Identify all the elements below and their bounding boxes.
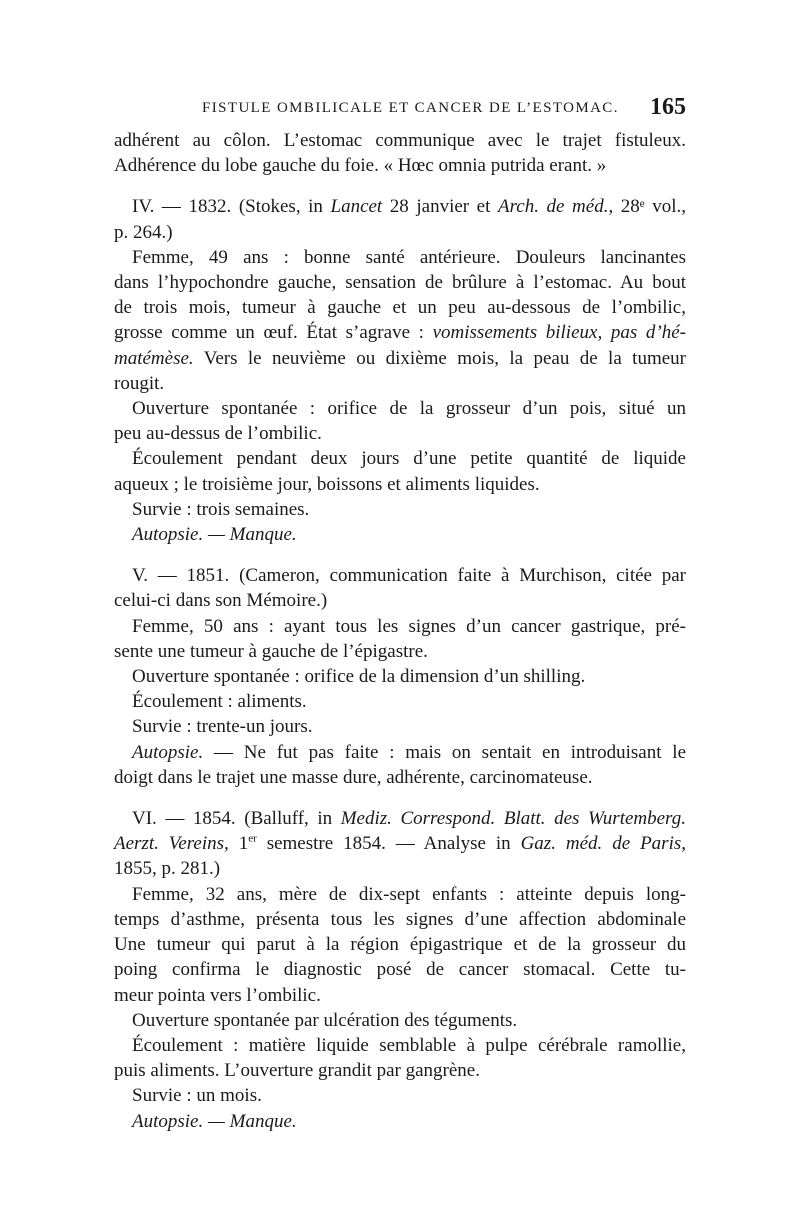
text-line: Femme, 49 ans : bonne santé antérieure. Douleurs lancinantes: [132, 246, 686, 268]
text-line: p. 264.): [114, 221, 173, 243]
text-line: poing confirma le diagnostic posé de cancer stomacal. Cette tu-: [114, 959, 686, 981]
page-number: 165: [650, 94, 686, 120]
text-line: Femme, 50 ans : ayant tous les signes d’un cancer gastrique, pré-: [132, 615, 686, 637]
text-line: doigt dans le trajet une masse dure, adhérente, carcinomateuse.: [114, 766, 593, 788]
text-line: peu au-dessus de l’ombilic.: [114, 423, 322, 445]
text-line: puis aliments. L’ouverture grandit par gangrène.: [114, 1060, 480, 1082]
text-line: sente une tumeur à gauche de l’épigastre.: [114, 640, 428, 662]
text-line: meur pointa vers l’ombilic.: [114, 984, 321, 1006]
case-heading: VI. — 1854. (Balluff, in Mediz. Correspond. Blatt. des Wurtemberg.: [132, 808, 686, 830]
page-header: [114, 94, 686, 124]
text-line: Femme, 32 ans, mère de dix-sept enfants : atteinte depuis long-: [132, 883, 686, 905]
case-heading: IV. — 1832. (Stokes, in Lancet 28 janvier et Arch. de méd., 28ᵉ vol.,: [132, 196, 686, 218]
text-line: 1855, p. 281.): [114, 858, 221, 880]
page-body: [114, 128, 686, 1134]
text-line: Ouverture spontanée : orifice de la grosseur d’un pois, situé un: [132, 398, 686, 420]
running-title: FISTULE OMBILICALE ET CANCER DE L’ESTOMAC.: [202, 100, 619, 116]
survie-line: Survie : trois semaines.: [132, 498, 310, 520]
text-line: dans l’hypochondre gauche, sensation de brûlure à l’estomac. Au bout: [114, 272, 686, 294]
text-line: rougit.: [114, 372, 165, 394]
survie-line: Survie : trente-un jours.: [132, 716, 313, 738]
text-line: grosse comme un œuf. État s’agrave : vomissements bilieux, pas d’hé-: [114, 322, 686, 344]
text-line: celui-ci dans son Mémoire.): [114, 590, 328, 612]
case-heading: V. — 1851. (Cameron, communication faite à Murchison, citée par: [132, 565, 686, 587]
text-line: Écoulement : aliments.: [132, 691, 307, 713]
text-line: Ouverture spontanée par ulcération des téguments.: [132, 1009, 518, 1031]
survie-line: Survie : un mois.: [132, 1085, 262, 1107]
text-line: Ouverture spontanée : orifice de la dimension d’un shilling.: [132, 666, 586, 688]
autopsie-line: Autopsie. — Ne fut pas faite : mais on sentait en introduisant le: [132, 741, 686, 763]
text-line: matémèse. Vers le neuvième ou dixième mois, la peau de la tumeur: [114, 347, 686, 369]
text-line: Écoulement pendant deux jours d’une petite quantité de liquide: [132, 448, 686, 470]
text-line: Écoulement : matière liquide semblable à pulpe cérébrale ramollie,: [132, 1034, 686, 1056]
text-line: de trois mois, tumeur à gauche et un peu au-dessous de l’ombilic,: [114, 297, 686, 319]
text-line: Adhérence du lobe gauche du foie. « Hœc omnia putrida erant. »: [114, 155, 607, 177]
autopsie-line: Autopsie. — Manque.: [132, 524, 297, 546]
autopsie-line: Autopsie. — Manque.: [132, 1110, 297, 1132]
text-line: adhérent au côlon. L’estomac communique avec le trajet fistuleux.: [114, 130, 686, 151]
text-line: aqueux ; le troisième jour, boissons et aliments liquides.: [114, 473, 540, 495]
text-line: temps d’asthme, présenta tous les signes d’une affection abdominale: [114, 908, 686, 930]
text-line: Une tumeur qui parut à la région épigastrique et de la grosseur du: [114, 934, 686, 956]
text-line: Aerzt. Vereins, 1er semestre 1854. — Analyse in Gaz. méd. de Paris,: [114, 832, 686, 855]
